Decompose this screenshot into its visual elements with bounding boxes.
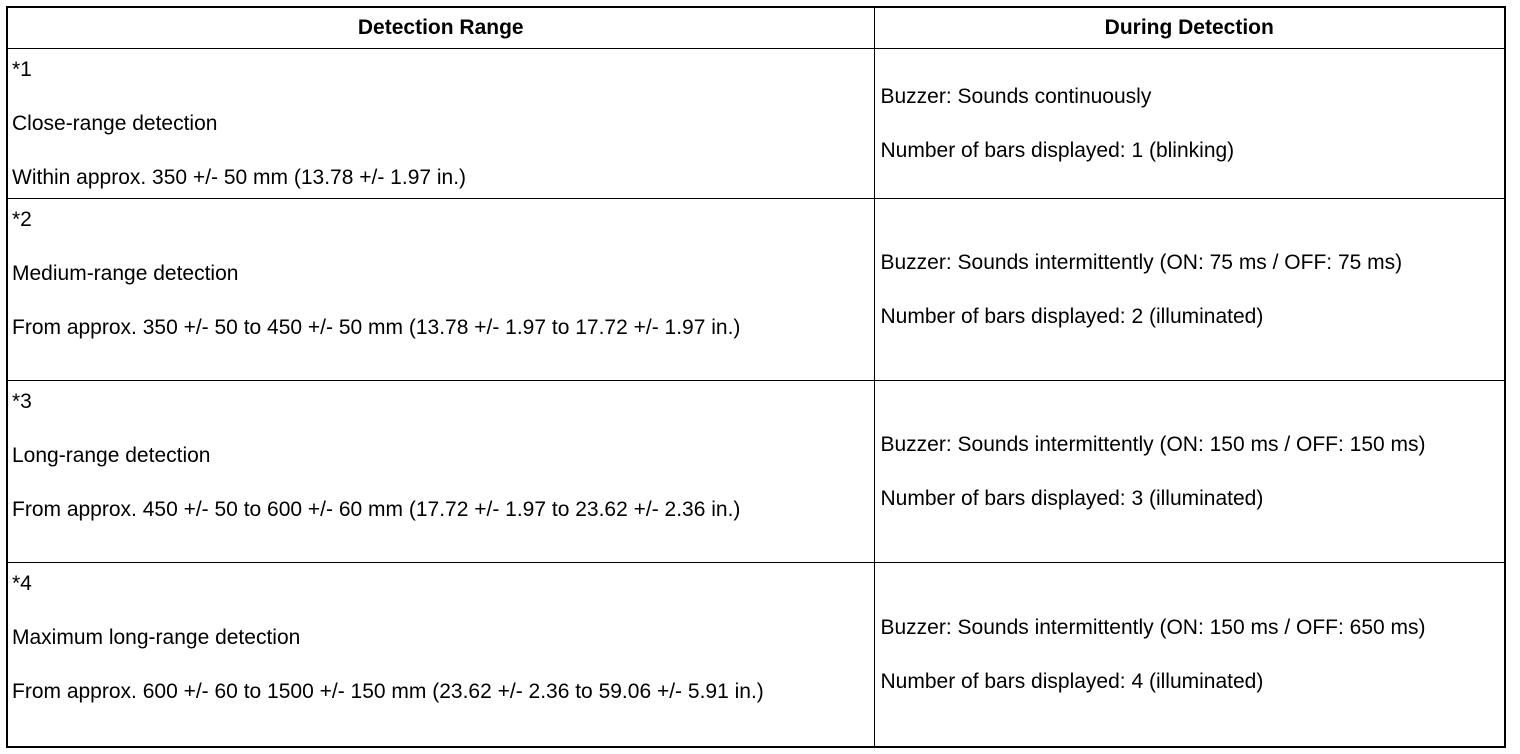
row-marker: *1 xyxy=(12,58,32,81)
buzzer-text: Buzzer: Sounds intermittently (ON: 150 ms / OFF: 650 ms) xyxy=(880,615,1426,639)
table-header-row xyxy=(8,8,1504,49)
buzzer-text: Buzzer: Sounds continuously xyxy=(880,84,1152,108)
range-distance: Within approx. 350 +/- 50 mm (13.78 +/- 1.97 in.) xyxy=(12,166,467,189)
detection-cell xyxy=(874,381,1504,563)
range-cell xyxy=(8,199,874,381)
row-marker: *4 xyxy=(12,572,32,595)
detection-table-frame xyxy=(6,6,1506,748)
bars-text: Number of bars displayed: 2 (illuminated) xyxy=(880,304,1264,328)
range-name: Long-range detection xyxy=(12,444,211,467)
range-name: Close-range detection xyxy=(12,112,218,135)
column-header-detection-range: Detection Range xyxy=(8,8,874,49)
table-row xyxy=(8,199,1504,381)
row-marker: *3 xyxy=(12,390,32,413)
detection-cell xyxy=(874,563,1504,747)
column-header-during-detection: During Detection xyxy=(874,8,1504,49)
bars-text: Number of bars displayed: 3 (illuminated) xyxy=(880,486,1264,510)
buzzer-text: Buzzer: Sounds intermittently (ON: 150 ms / OFF: 150 ms) xyxy=(880,432,1426,456)
range-distance: From approx. 350 +/- 50 to 450 +/- 50 mm (13.78 +/- 1.97 to 17.72 +/- 1.97 in.) xyxy=(12,316,741,339)
detection-table xyxy=(8,8,1504,747)
bars-text: Number of bars displayed: 4 (illuminated) xyxy=(880,669,1264,693)
bars-text: Number of bars displayed: 1 (blinking) xyxy=(880,138,1235,162)
table-row xyxy=(8,381,1504,563)
range-cell xyxy=(8,49,874,199)
row-marker: *2 xyxy=(12,208,32,231)
table-row xyxy=(8,49,1504,199)
range-cell xyxy=(8,381,874,563)
buzzer-text: Buzzer: Sounds intermittently (ON: 75 ms / OFF: 75 ms) xyxy=(880,250,1403,274)
range-cell xyxy=(8,563,874,747)
detection-cell xyxy=(874,199,1504,381)
range-distance: From approx. 450 +/- 50 to 600 +/- 60 mm (17.72 +/- 1.97 to 23.62 +/- 2.36 in.) xyxy=(12,498,741,521)
range-name: Maximum long-range detection xyxy=(12,626,301,649)
table-row xyxy=(8,563,1504,747)
detection-cell xyxy=(874,49,1504,199)
range-distance: From approx. 600 +/- 60 to 1500 +/- 150 mm (23.62 +/- 2.36 to 59.06 +/- 5.91 in.) xyxy=(12,680,764,703)
range-name: Medium-range detection xyxy=(12,262,239,285)
